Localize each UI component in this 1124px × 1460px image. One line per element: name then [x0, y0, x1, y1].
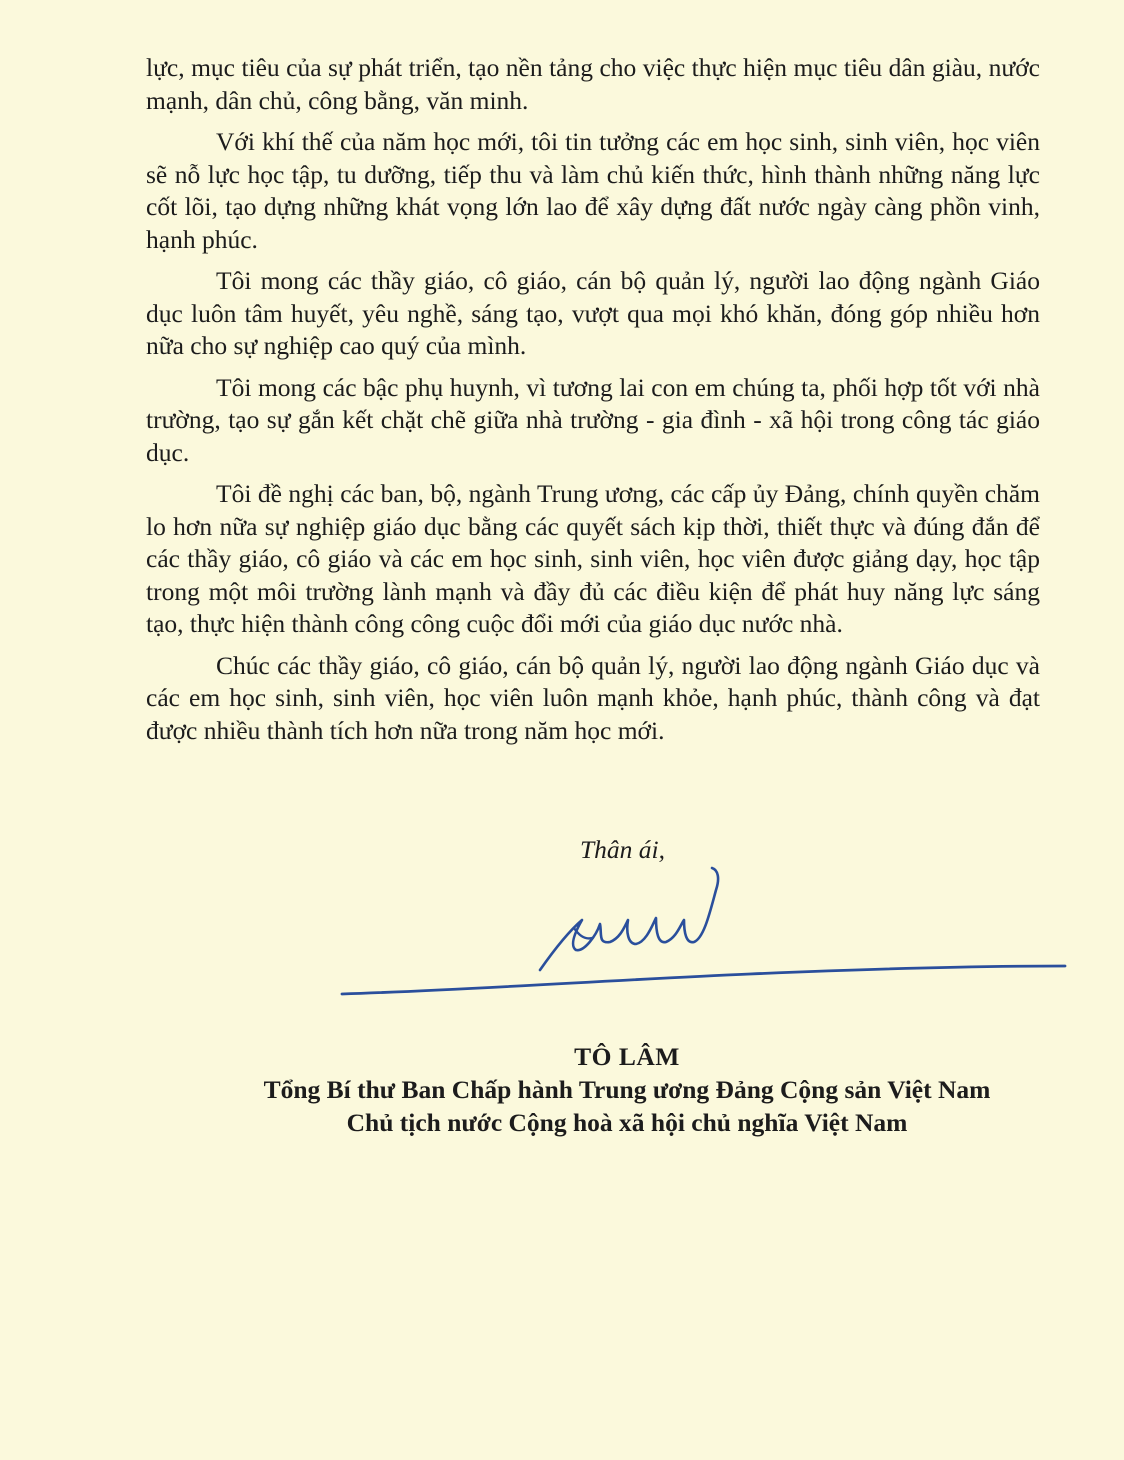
paragraph-1: lực, mục tiêu của sự phát triển, tạo nền tảng cho việc thực hiện mục tiêu dân giàu, nước mạnh, dân chủ, công bằng, văn minh.: [146, 53, 1040, 115]
author-name: TÔ LÂM: [574, 1042, 680, 1071]
signature-scribble: [540, 868, 718, 970]
paragraph-2: Với khí thế của năm học mới, tôi tin tưởng các em học sinh, sinh viên, học viên sẽ nỗ lực học tập, tu dưỡng, tiếp thu và làm chủ kiến thức, hình thành những năng lực cốt lõi, tạo dựng những khát vọng lớn lao để xây dựng đất nước ngày càng phồn vinh, hạnh phúc.: [146, 127, 1040, 254]
author-block: [146, 1040, 1108, 1139]
closing-salutation: Thân ái,: [580, 835, 666, 864]
author-title-state: Chủ tịch nước Cộng hoà xã hội chủ nghĩa Việt Nam: [346, 1108, 908, 1137]
paragraph-6: Chúc các thầy giáo, cô giáo, cán bộ quản lý, người lao động ngành Giáo dục và các em học sinh, sinh viên, học viên luôn mạnh khỏe, hạnh phúc, thành công và đạt được nhiều thành tích hơn nữa trong năm học mới.: [146, 650, 1040, 745]
signature-underline: [342, 966, 1065, 994]
author-title-party: Tổng Bí thư Ban Chấp hành Trung ương Đảng Cộng sản Việt Nam: [263, 1075, 991, 1104]
paragraph-4: Tôi mong các bậc phụ huynh, vì tương lai con em chúng ta, phối hợp tốt với nhà trường, tạo sự gắn kết chặt chẽ giữa nhà trường - gia đình - xã hội trong công tác giáo dục.: [146, 372, 1040, 467]
handwritten-signature: [330, 862, 1080, 1012]
paragraph-3: Tôi mong các thầy giáo, cô giáo, cán bộ quản lý, người lao động ngành Giáo dục luôn tâm huyết, yêu nghề, sáng tạo, vượt qua mọi khó khăn, đóng góp nhiều hơn nữa cho sự nghiệp cao quý của mình.: [146, 266, 1040, 360]
letter-body: [146, 52, 1040, 756]
paragraph-5: Tôi đề nghị các ban, bộ, ngành Trung ương, các cấp ủy Đảng, chính quyền chăm lo hơn nữa sự nghiệp giáo dục bằng các quyết sách kịp thời, thiết thực và đúng đắn để các thầy giáo, cô giáo và các em học sinh, sinh viên, học viên được giảng dạy, học tập trong một môi trường lành mạnh và đầy đủ các điều kiện để phát huy năng lực sáng tạo, thực hiện thành công công cuộc đổi mới của giáo dục nước nhà.: [146, 479, 1040, 638]
